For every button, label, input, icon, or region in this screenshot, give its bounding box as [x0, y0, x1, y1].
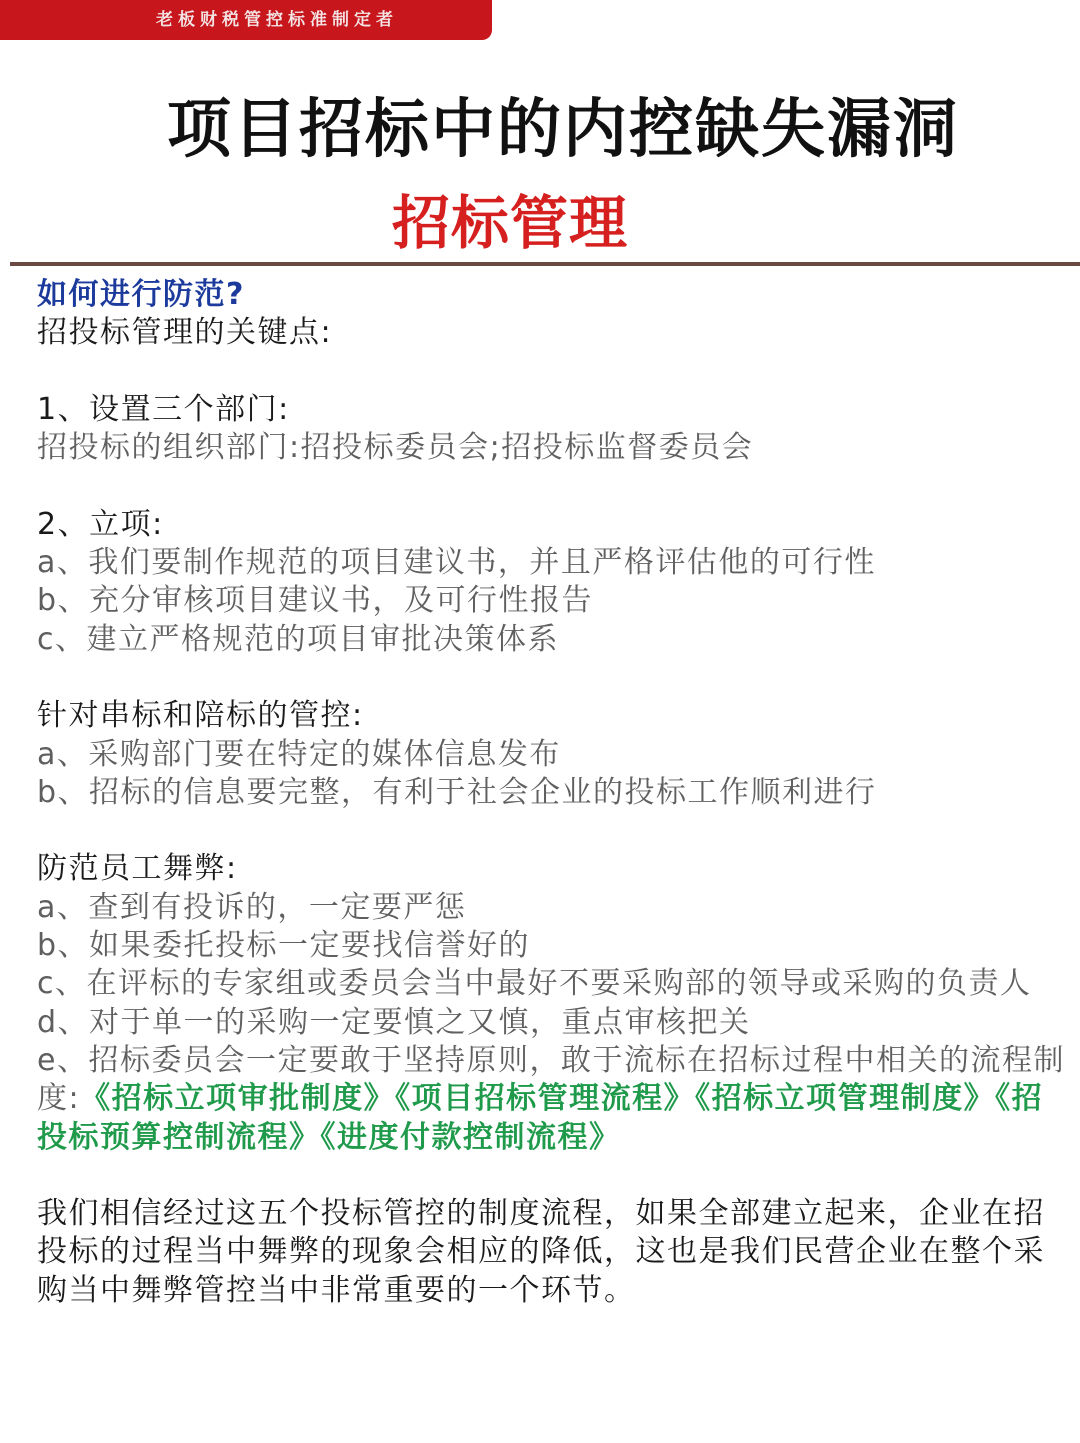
section-3-item-a: a、采购部门要在特定的媒体信息发布: [37, 736, 561, 772]
section-4-item-c: c、在评标的专家组或委员会当中最好不要采购部的领导或采购的负责人: [37, 966, 1032, 1002]
header-divider: [10, 262, 1080, 266]
section-1-heading: 1、设置三个部门:: [37, 391, 290, 427]
page-title: 项目招标中的内控缺失漏洞: [167, 93, 959, 167]
spacer: [37, 467, 1067, 505]
section-2-heading: 2、立项:: [37, 506, 164, 542]
section-1-item: 招投标的组织部门:招投标委员会;招投标监督委员会: [37, 430, 754, 466]
section-3-heading: 针对串标和陪标的管控:: [37, 698, 364, 734]
section-4-item-a: a、查到有投诉的，一定要严惩: [37, 889, 467, 925]
system-document-list: 《招标立项审批制度》《项目招标管理流程》《招标立项管理制度》《招投标预算控制流程》《进度付款控制流程》: [37, 1081, 1044, 1155]
spacer: [37, 659, 1067, 697]
question-heading: 如何进行防范?: [37, 277, 245, 312]
section-4-item-e: [37, 1042, 1067, 1157]
article-body: [37, 276, 1067, 1310]
section-2-item-c: c、建立严格规范的项目审批决策体系: [37, 621, 559, 657]
section-3-item-b: b、招标的信息要完整，有利于社会企业的投标工作顺利进行: [37, 774, 877, 810]
section-4-heading: 防范员工舞弊:: [37, 851, 238, 887]
section-4-item-e-text: e、招标委员会一定要敢于坚持原则，敢于流标在招标过程中相关的流程制度:: [37, 1042, 1065, 1117]
section-4-item-d: d、对于单一的采购一定要慎之又慎，重点审核把关: [37, 1004, 751, 1040]
section-2-item-a: a、我们要制作规范的项目建议书，并且严格评估他的可行性: [37, 545, 876, 581]
conclusion-paragraph: 我们相信经过这五个投标管控的制度流程，如果全部建立起来，企业在招投标的过程当中舞弊的现象会相应的降低，这也是我们民营企业在整个采购当中舞弊管控当中非常重要的一个环节。: [37, 1196, 1045, 1308]
spacer: [37, 1157, 1067, 1195]
key-points-heading: 招投标管理的关键点:: [37, 315, 333, 351]
brand-banner: 老板财税管控标准制定者: [0, 0, 492, 40]
section-4-item-b: b、如果委托投标一定要找信誉好的: [37, 928, 531, 964]
section-2-item-b: b、充分审核项目建议书，及可行性报告: [37, 583, 594, 619]
page-subtitle: 招标管理: [392, 189, 629, 257]
spacer: [37, 812, 1067, 850]
spacer: [37, 353, 1067, 391]
